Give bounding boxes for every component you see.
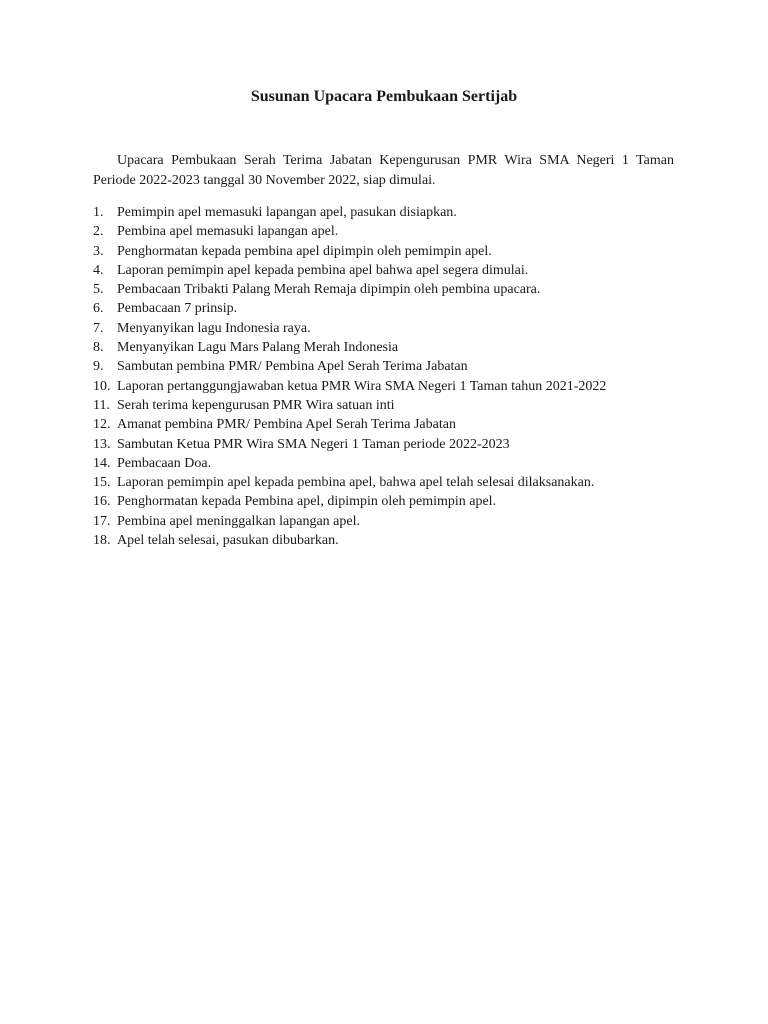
list-item-text: Sambutan pembina PMR/ Pembina Apel Serah Terima Jabatan — [117, 359, 468, 375]
list-item — [93, 280, 683, 299]
list-item-number: 9. — [93, 359, 104, 375]
list-item — [93, 473, 683, 492]
list-item-number: 18. — [93, 533, 111, 549]
document-title: Susunan Upacara Pembukaan Sertijab — [250, 88, 518, 105]
list-item — [93, 338, 683, 357]
list-item-text: Laporan pemimpin apel kepada pembina apel, bahwa apel telah selesai dilaksanakan. — [117, 475, 595, 491]
list-item — [93, 454, 683, 473]
list-item-text: Serah terima kepengurusan PMR Wira satuan inti — [117, 397, 395, 413]
list-item — [93, 242, 683, 261]
list-item — [93, 299, 683, 318]
list-item-number: 2. — [93, 224, 104, 240]
list-item — [93, 319, 683, 338]
list-item-text: Pembacaan Tribakti Palang Merah Remaja dipimpin oleh pembina upacara. — [117, 282, 541, 298]
list-item-number: 13. — [93, 436, 111, 452]
intro-paragraph: Upacara Pembukaan Serah Terima Jabatan Kepengurusan PMR Wira SMA Negeri 1 Taman Periode 2022-2023 tanggal 30 November 2022, siap dimulai. — [93, 153, 674, 188]
list-item-number: 12. — [93, 417, 111, 433]
list-item — [93, 492, 683, 511]
list-item-text: Pembina apel meninggalkan lapangan apel. — [117, 513, 360, 529]
list-item-number: 10. — [93, 378, 111, 394]
list-item-text: Apel telah selesai, pasukan dibubarkan. — [117, 533, 339, 549]
list-item — [93, 261, 683, 280]
list-item — [93, 415, 683, 434]
list-item-number: 11. — [93, 397, 110, 413]
list-item-number: 5. — [93, 282, 104, 298]
list-item-text: Laporan pemimpin apel kepada pembina apel bahwa apel segera dimulai. — [117, 262, 529, 278]
list-item — [93, 435, 683, 454]
list-item-number: 14. — [93, 455, 111, 471]
list-item — [93, 512, 683, 531]
list-item-text: Pembacaan Doa. — [117, 455, 212, 471]
list-item — [93, 396, 683, 415]
list-item-number: 6. — [93, 301, 104, 317]
list-item-text: Penghormatan kepada Pembina apel, dipimpin oleh pemimpin apel. — [117, 494, 497, 510]
list-item-number: 7. — [93, 320, 104, 336]
list-item-text: Pemimpin apel memasuki lapangan apel, pasukan disiapkan. — [117, 205, 457, 220]
list-item — [93, 357, 683, 376]
list-item-text: Pembacaan 7 prinsip. — [117, 301, 238, 317]
list-item — [93, 203, 683, 222]
list-item — [93, 531, 683, 550]
list-item-number: 3. — [93, 243, 104, 259]
list-item-number: 17. — [93, 513, 111, 529]
ceremony-steps-list — [93, 203, 683, 550]
list-item-number: 1. — [93, 205, 104, 220]
list-item-text: Pembina apel memasuki lapangan apel. — [117, 224, 339, 240]
list-item-text: Laporan pertanggungjawaban ketua PMR Wira SMA Negeri 1 Taman tahun 2021-2022 — [117, 378, 607, 394]
list-item-number: 16. — [93, 494, 111, 510]
list-item-text: Amanat pembina PMR/ Pembina Apel Serah Terima Jabatan — [117, 417, 456, 433]
list-item-number: 15. — [93, 475, 111, 491]
list-item-text: Penghormatan kepada pembina apel dipimpin oleh pemimpin apel. — [117, 243, 492, 259]
list-item — [93, 222, 683, 241]
list-item-text: Menyanyikan lagu Indonesia raya. — [117, 320, 311, 336]
list-item — [93, 377, 683, 396]
list-item-text: Menyanyikan Lagu Mars Palang Merah Indonesia — [117, 340, 399, 356]
list-item-number: 8. — [93, 340, 104, 356]
list-item-number: 4. — [93, 262, 104, 278]
list-item-text: Sambutan Ketua PMR Wira SMA Negeri 1 Taman periode 2022-2023 — [117, 436, 510, 452]
